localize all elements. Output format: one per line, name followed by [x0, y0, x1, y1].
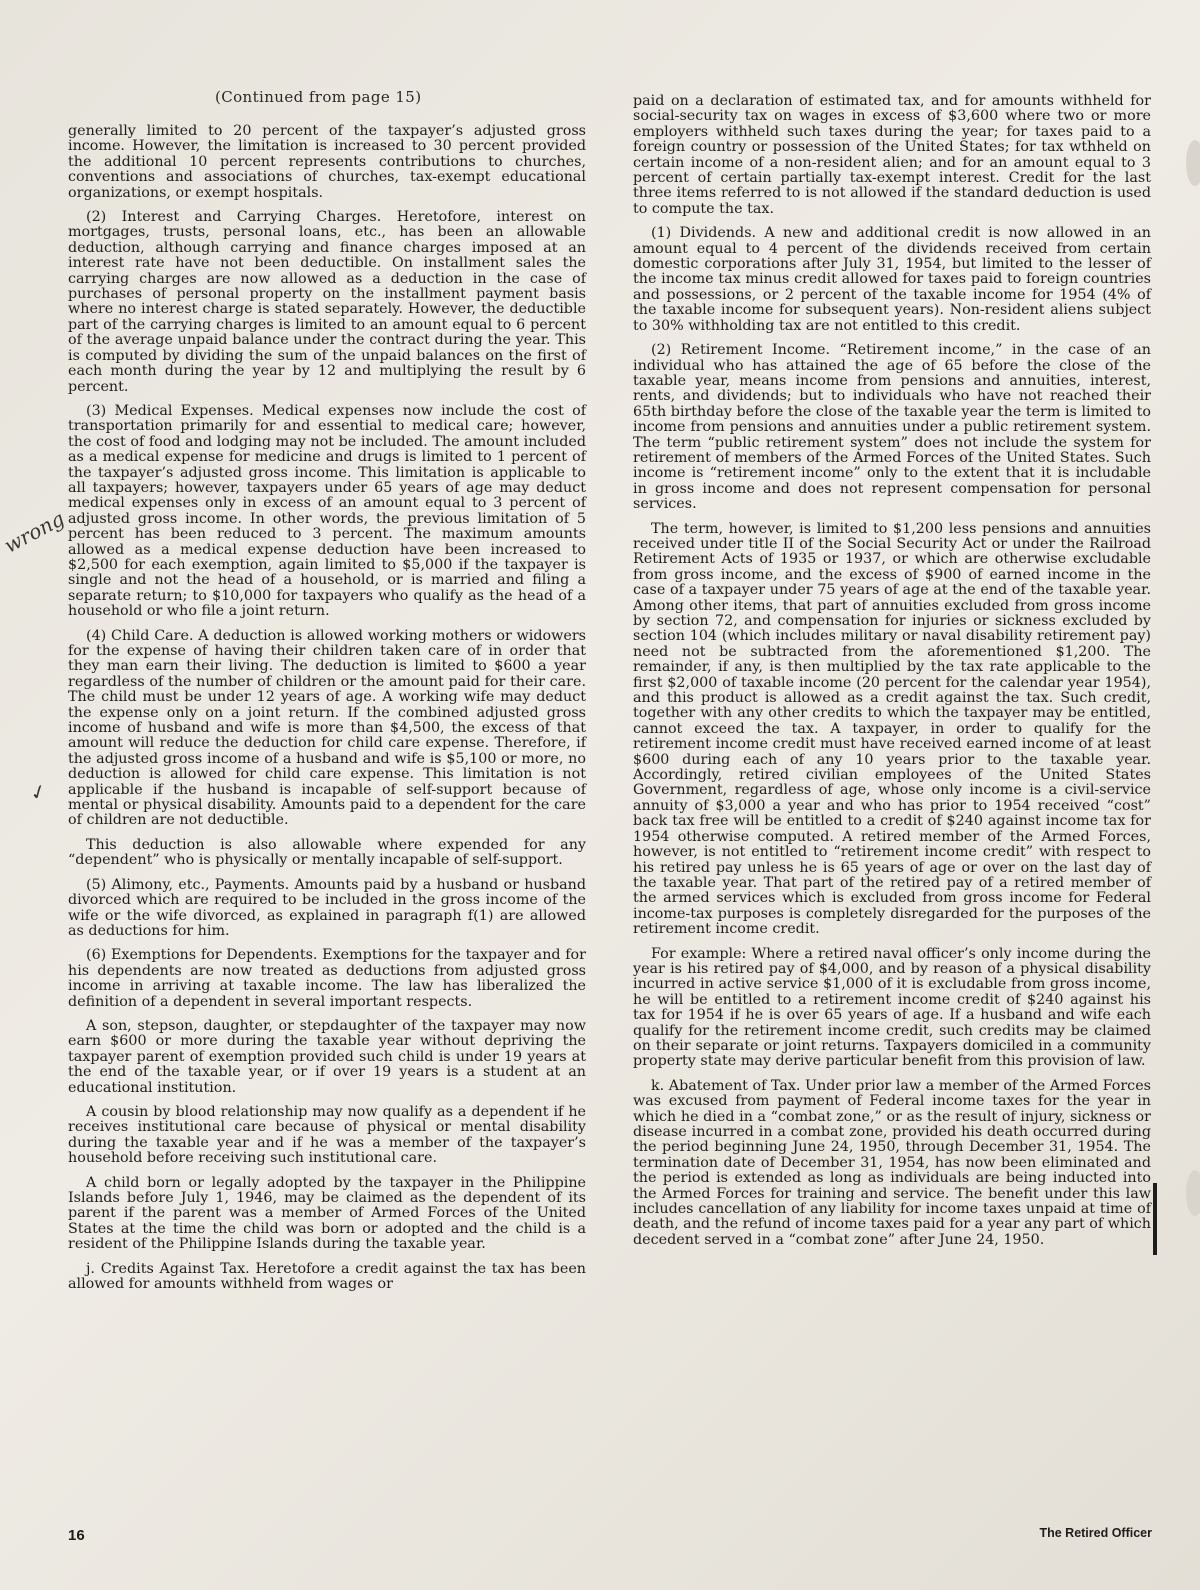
paragraph: (4) Child Care. A deduction is allowed working mothers or widowers for the expense of having their children taken care of in order that they man earn their living. The deduction is limited to $600 a year regardless of the number of children or the amount paid for their care. The child must be under 12 years of age. A working wife may deduct the expense only on a joint return. If the combined adjusted gross income of husband and wife is more than $4,500, the excess of that amount will reduce the deduction for child care expense. Therefore, if the adjusted gross income of a husband and wife is $5,100 or more, no deduction is allowed for child care expense. This limitation is not applicable if the husband is incapable of self-support because of mental or physical disability. Amounts paid to a dependent for the care of children are not deductible. — [68, 627, 586, 829]
paragraph: (1) Dividends. A new and additional credit is now allowed in an amount equal to 4 percent of the dividends received from certain domestic corporations after July 31, 1954, but limited to the lesser of the income tax minus credit allowed for taxes paid to foreign countries and possessions, or 2 percent of the taxable income for 1954 (4% of the taxable income for subsequent years). Non-resident aliens subject to 30% withholding tax are not entitled to this credit. — [633, 225, 1151, 334]
paragraph: j. Credits Against Tax. Heretofore a credit against the tax has been allowed for amounts withheld from wages or — [68, 1260, 586, 1293]
publication-title: The Retired Officer — [1039, 1526, 1152, 1540]
paragraph: A child born or legally adopted by the taxpayer in the Philippine Islands before July 1, 1946, may be claimed as the dependent of its parent if the parent was a member of Armed Forces of the United States at the time the child was born or adopted and the child is a resident of the Philippine Islands during the taxable year. — [68, 1174, 586, 1253]
handwritten-margin-note: wrong — [0, 506, 69, 558]
paragraph: (3) Medical Expenses. Medical expenses now include the cost of transportation primarily for and essential to medical care; however, the cost of food and lodging may not be included. The amount included as a medical expense for medicine and drugs is limited to 1 percent of the taxpayer’s adjusted gross income. This limitation is applicable to all taxpayers; however, taxpayers under 65 years of age may deduct medical expenses only in excess of an amount equal to 3 percent of adjusted gross income. In other words, the previous limitation of 5 percent has been reduced to 3 percent. The maximum amounts allowed as a medical expense deduction have been increased to $2,500 for each exemption, again limited to $5,000 if the taxpayer is single and not the head of a household, or is married and filing a separate return; to $10,000 for taxpayers who qualify as the head of a household or who file a joint return. — [68, 402, 586, 620]
binder-hole — [1186, 1170, 1200, 1216]
paragraph: (2) Interest and Carrying Charges. Heretofore, interest on mortgages, trusts, personal loans, etc., has been an allowable deduction, although carrying and finance charges imposed at an interest rate have not been deductible. On installment sales the carrying charges are now allowed as a deduction in the case of purchases of personal property on the installment payment basis where no interest charge is stated separately. However, the deductible part of the carrying charges is limited to an amount equal to 6 percent of the average unpaid balance under the contract during the year. This is computed by dividing the sum of the unpaid balances on the first of each month during the year by 12 and multiplying the result by 6 percent. — [68, 209, 586, 395]
left-column — [68, 124, 586, 1301]
paragraph: The term, however, is limited to $1,200 less pensions and annuities received under title II of the Social Security Act or under the Railroad Retirement Acts of 1935 or 1937, or which are otherwise excludable from gross income, and the excess of $900 of earned income in the case of a taxpayer under 75 years of age at the end of the taxable year. Among other items, that part of annuities excluded from gross income by section 72, and compensation for injuries or sickness excluded by section 104 (which includes military or naval disability retirement pay) need not be subtracted from the aforementioned $1,200. The remainder, if any, is then multiplied by the tax rate applicable to the first $2,000 of taxable income (20 percent for the calendar year 1954), and this product is allowed as a credit against the tax. Such credit, together with any other credits to which the taxpayer may be entitled, cannot exceed the tax. A taxpayer, in order to qualify for the retirement income credit must have received earned income of at least $600 during each of any 10 years prior to the taxable year. Accordingly, retired civilian employees of the United States Government, regardless of age, whose only income is a civil-service annuity of $3,000 a year and who has prior to 1954 received “cost” back tax free will be entitled to a credit of $240 against income tax for 1954 otherwise computed. A retired member of the Armed Forces, however, is not entitled to “retirement income credit” with respect to his retired pay unless he is 65 years of age or over on the last day of the taxable year. That part of the retired pay of a retired member of the armed services which is excluded from gross income for Federal income-tax purposes is completely disregarded for the purposes of the retirement income credit. — [633, 520, 1151, 938]
paragraph: For example: Where a retired naval officer’s only income during the year is his retired pay of $4,000, and by reason of a physical disability incurred in active service $1,000 of it is excludable from gross income, he will be entitled to a retirement income credit of $240 against his tax for 1954 if he is over 65 years of age. If a husband and wife each qualify for the retirement income credit, such credits may be claimed on their separate or joint returns. Taxpayers domiciled in a community property state may derive particular benefit from this provision of law. — [633, 945, 1151, 1070]
paragraph: A cousin by blood relationship may now qualify as a dependent if he receives institutional care because of physical or mental disability during the taxable year and if he was a member of the taxpayer’s household before receiving such institutional care. — [68, 1103, 586, 1167]
paragraph: (6) Exemptions for Dependents. Exemptions for the taxpayer and for his dependents are now treated as deductions from adjusted gross income in arriving at taxable income. The law has liberalized the definition of a dependent in several important respects. — [68, 947, 586, 1010]
right-column — [633, 94, 1151, 1257]
page-number: 16 — [68, 1527, 85, 1544]
binder-hole — [1186, 140, 1200, 186]
checkmark-icon: ✓ — [26, 777, 51, 807]
paragraph: (5) Alimony, etc., Payments. Amounts paid by a husband or husband divorced which are required to be included in the gross income of the wife or the wife divorced, as explained in paragraph f(1) are allowed as deductions for him. — [68, 876, 586, 939]
continued-note: (Continued from page 15) — [215, 88, 422, 106]
paragraph: This deduction is also allowable where expended for any “dependent” who is physically or mentally incapable of self-support. — [68, 836, 586, 869]
margin-mark — [1153, 1183, 1157, 1255]
paragraph: k. Abatement of Tax. Under prior law a member of the Armed Forces was excused from payment of Federal income taxes for the year in which he died in a “combat zone,” or as the result of injury, sickness or disease incurred in a combat zone, provided his death occurred during the period beginning June 24, 1950, through December 31, 1954. The termination date of December 31, 1954, has now been eliminated and the period is extended as long as individuals are being inducted into the Armed Forces for training and service. The benefit under this law includes cancellation of any liability for income taxes unpaid at time of death, and the refund of income taxes paid for a year any part of which decedent served in a “combat zone” after June 24, 1950. — [633, 1077, 1151, 1248]
paragraph: A son, stepson, daughter, or stepdaughter of the taxpayer may now earn $600 or more during the taxable year without depriving the taxpayer parent of exemption provided such child is under 19 years at the end of the taxable year, or if over 19 years is a student at an educational institution. — [68, 1017, 586, 1096]
paragraph: (2) Retirement Income. “Retirement income,” in the case of an individual who has attained the age of 65 before the close of the taxable year, means income from pensions and annuities, interest, rents, and dividends; but to individuals who have not reached their 65th birthday before the close of the taxable year the term is limited to income from pensions and annuities under a public retirement system. The term “public retirement system” does not include the system for retirement of members of the Armed Forces of the United States. Such income is “retirement income” only to the extent that it is includable in gross income and does not represent compensation for personal services. — [633, 342, 1151, 513]
paragraph: paid on a declaration of estimated tax, and for amounts withheld for social-security tax on wages in excess of $3,600 where two or more employers withheld such taxes during the year; for taxes paid to a foreign country or possession of the United States; for tax wthheld on certain income of a non-resident alien; and for an amount equal to 3 percent of certain partially tax-exempt interest. Credit for the last three items referred to is not allowed if the standard deduction is used to compute the tax. — [633, 93, 1151, 217]
paragraph: generally limited to 20 percent of the taxpayer’s adjusted gross income. However, the limitation is increased to 30 percent provided the additional 10 percent represents contributions to churches, conventions and associations of churches, tax-exempt educational organizations, or exempt hospitals. — [68, 123, 586, 201]
